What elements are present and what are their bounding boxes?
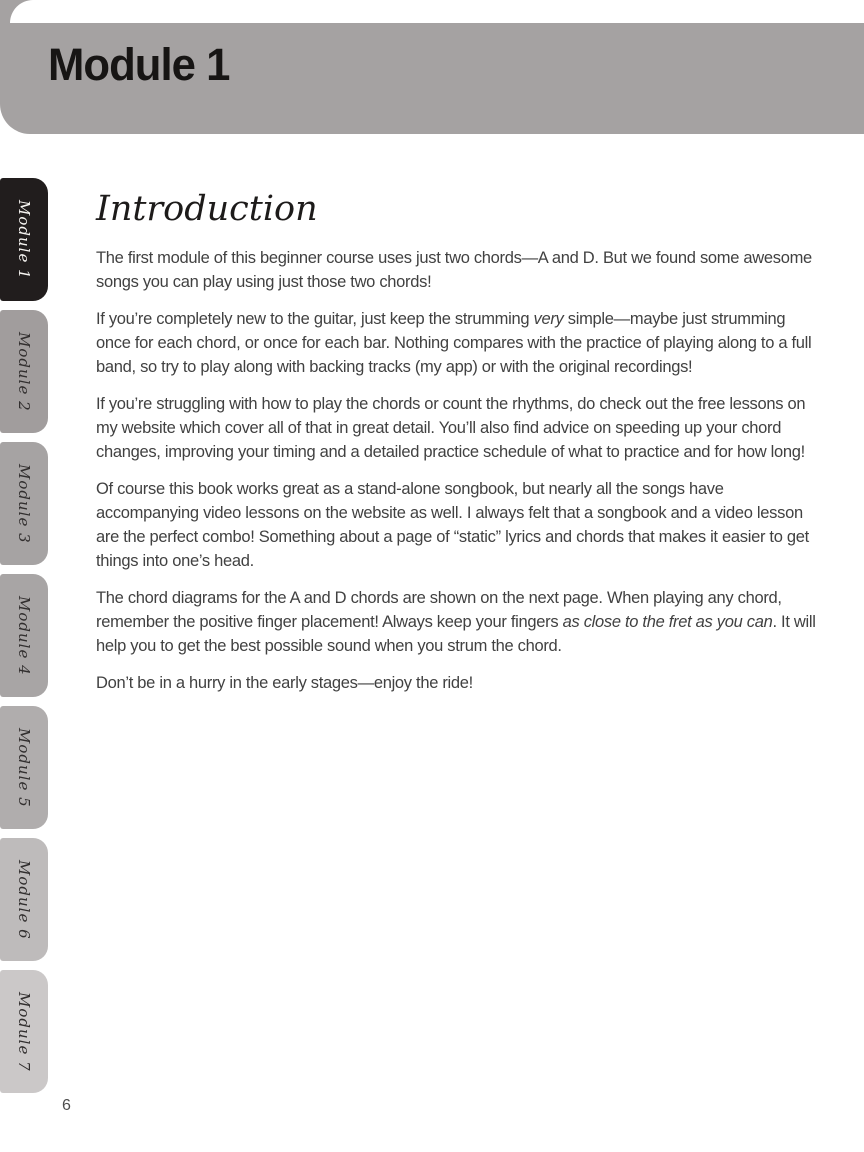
paragraph: The chord diagrams for the A and D chords are shown on the next page. When playing any chord, remember the positive finger placement! Always keep your fingers as close to the fret as you can. It will help you to get the best possible sound when you strum the chord. <box>96 589 816 655</box>
section-heading: Introduction <box>96 189 318 229</box>
module-banner <box>0 0 864 134</box>
tab-label: Module 7 <box>15 991 33 1072</box>
tab-module-1-active <box>0 178 48 301</box>
tab-module-7 <box>0 970 48 1093</box>
page-corner <box>10 0 864 23</box>
tab-module-3 <box>0 442 48 565</box>
tab-module-4 <box>0 574 48 697</box>
paragraph: Don’t be in a hurry in the early stages—enjoy the ride! <box>96 674 473 692</box>
tab-label: Module 1 <box>15 199 33 280</box>
tab-module-2 <box>0 310 48 433</box>
tab-label: Module 4 <box>15 595 33 676</box>
intro-paragraphs <box>96 246 822 695</box>
tab-label: Module 2 <box>15 331 33 412</box>
tab-label: Module 3 <box>15 463 33 544</box>
paragraph: Of course this book works great as a stand-alone songbook, but nearly all the songs have accompanying video lessons on the website as well. I always felt that a songbook and a video lesson are the perfect combo! Something about a page of “static” lyrics and chords that makes it easier to get things into one’s head. <box>96 480 809 570</box>
banner-title: Module 1 <box>48 39 230 90</box>
tab-module-6 <box>0 838 48 961</box>
tab-label: Module 6 <box>15 859 33 940</box>
tab-label: Module 5 <box>15 727 33 808</box>
content-area <box>96 188 822 708</box>
paragraph: The first module of this beginner course uses just two chords—A and D. But we found some awesome songs you can play using just those two chords! <box>96 249 812 291</box>
paragraph: If you’re completely new to the guitar, just keep the strumming very simple—maybe just strumming once for each chord, or once for each bar. Nothing compares with the practice of playing along to a full band, so try to play along with backing tracks (my app) or with the original recordings! <box>96 310 812 376</box>
page-number: 6 <box>62 1097 71 1114</box>
tab-module-5 <box>0 706 48 829</box>
paragraph: If you’re struggling with how to play the chords or count the rhythms, do check out the free lessons on my website which cover all of that in great detail. You’ll also find advice on speeding up your chord changes, improving your timing and a detailed practice schedule of what to practice and for how long! <box>96 395 806 461</box>
